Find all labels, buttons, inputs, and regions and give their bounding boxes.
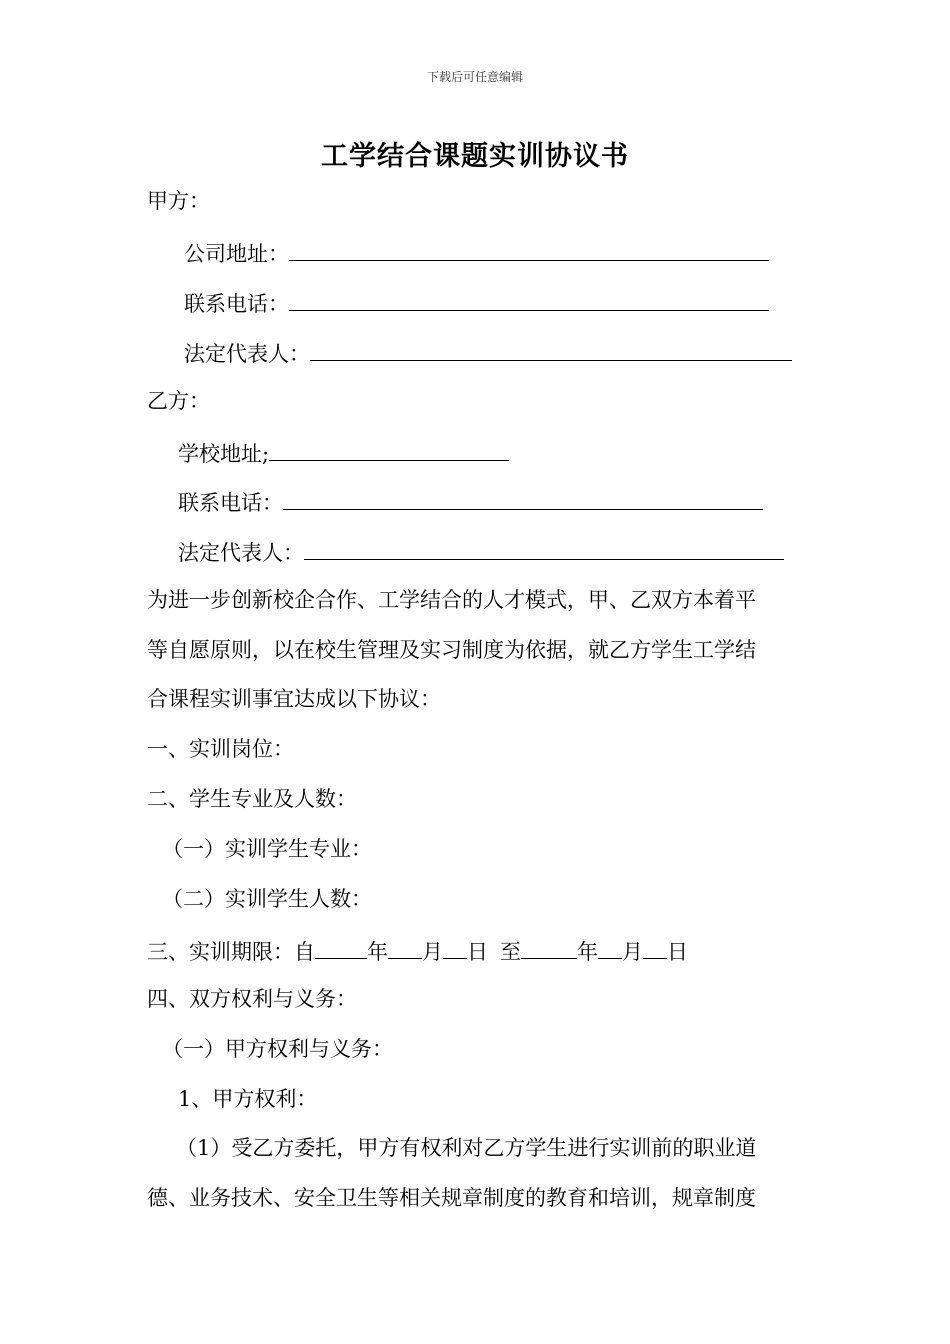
paragraph-line-1: （1）受乙方委托，甲方有权利对乙方学生进行实训前的职业道 [176, 1136, 757, 1160]
party-b-rep-row [178, 535, 784, 568]
start-day-label: 日 [467, 940, 488, 964]
party-a-phone-field[interactable] [289, 286, 769, 311]
page-header-note: 下载后可任意编辑 [426, 70, 523, 84]
party-a-address-label: 公司地址： [184, 242, 289, 266]
start-month-field[interactable] [388, 934, 422, 959]
section-3-prefix: 三、实训期限：自 [147, 940, 315, 964]
party-a-phone-label: 联系电话： [184, 292, 289, 316]
section-3-term-row [147, 934, 688, 967]
party-a-address-field[interactable] [289, 236, 769, 261]
start-month-label: 月 [422, 940, 443, 964]
party-a-phone-row [184, 286, 769, 319]
party-b-label: 乙方： [147, 389, 210, 413]
end-day-field[interactable] [643, 934, 667, 959]
document-title: 工学结合课题实训协议书 [321, 141, 629, 172]
party-b-rep-label: 法定代表人： [178, 541, 304, 565]
party-b-address-label: 学校地址; [178, 442, 270, 466]
end-month-field[interactable] [598, 934, 622, 959]
party-b-phone-field[interactable] [283, 485, 763, 510]
party-b-phone-label: 联系电话： [178, 491, 283, 515]
intro-line-1: 为进一步创新校企合作、工学结合的人才模式，甲、乙双方本着平 [147, 588, 756, 612]
to-label: 至 [500, 940, 521, 964]
party-a-rep-label: 法定代表人： [184, 342, 310, 366]
party-b-address-row [178, 436, 509, 469]
start-year-field[interactable] [315, 934, 367, 959]
intro-line-3: 合课程实训事宜达成以下协议： [147, 687, 441, 711]
party-b-address-field[interactable] [269, 436, 509, 461]
party-a-label: 甲方： [147, 189, 210, 213]
start-year-label: 年 [367, 940, 388, 964]
section-2-1: （一）实训学生专业： [162, 837, 372, 861]
section-2-heading: 二、学生专业及人数： [147, 787, 357, 811]
party-b-rep-field[interactable] [304, 535, 784, 560]
start-day-field[interactable] [443, 934, 467, 959]
party-a-address-row [184, 236, 769, 269]
party-b-phone-row [178, 485, 763, 518]
party-a-rep-field[interactable] [310, 336, 792, 361]
intro-line-2: 等自愿原则，以在校生管理及实习制度为依据，就乙方学生工学结 [147, 638, 756, 662]
end-day-label: 日 [667, 940, 688, 964]
section-4-heading: 四、双方权利与义务： [147, 987, 357, 1011]
section-2-2: （二）实训学生人数： [162, 887, 372, 911]
section-1-heading: 一、实训岗位： [147, 737, 294, 761]
section-4-1: （一）甲方权利与义务： [162, 1037, 393, 1061]
end-year-label: 年 [577, 940, 598, 964]
end-year-field[interactable] [521, 934, 577, 959]
party-a-rep-row [184, 336, 792, 369]
end-month-label: 月 [622, 940, 643, 964]
section-4-1-1: 1、甲方权利： [178, 1087, 318, 1111]
paragraph-line-2: 德、业务技术、安全卫生等相关规章制度的教育和培训，规章制度 [147, 1186, 756, 1210]
